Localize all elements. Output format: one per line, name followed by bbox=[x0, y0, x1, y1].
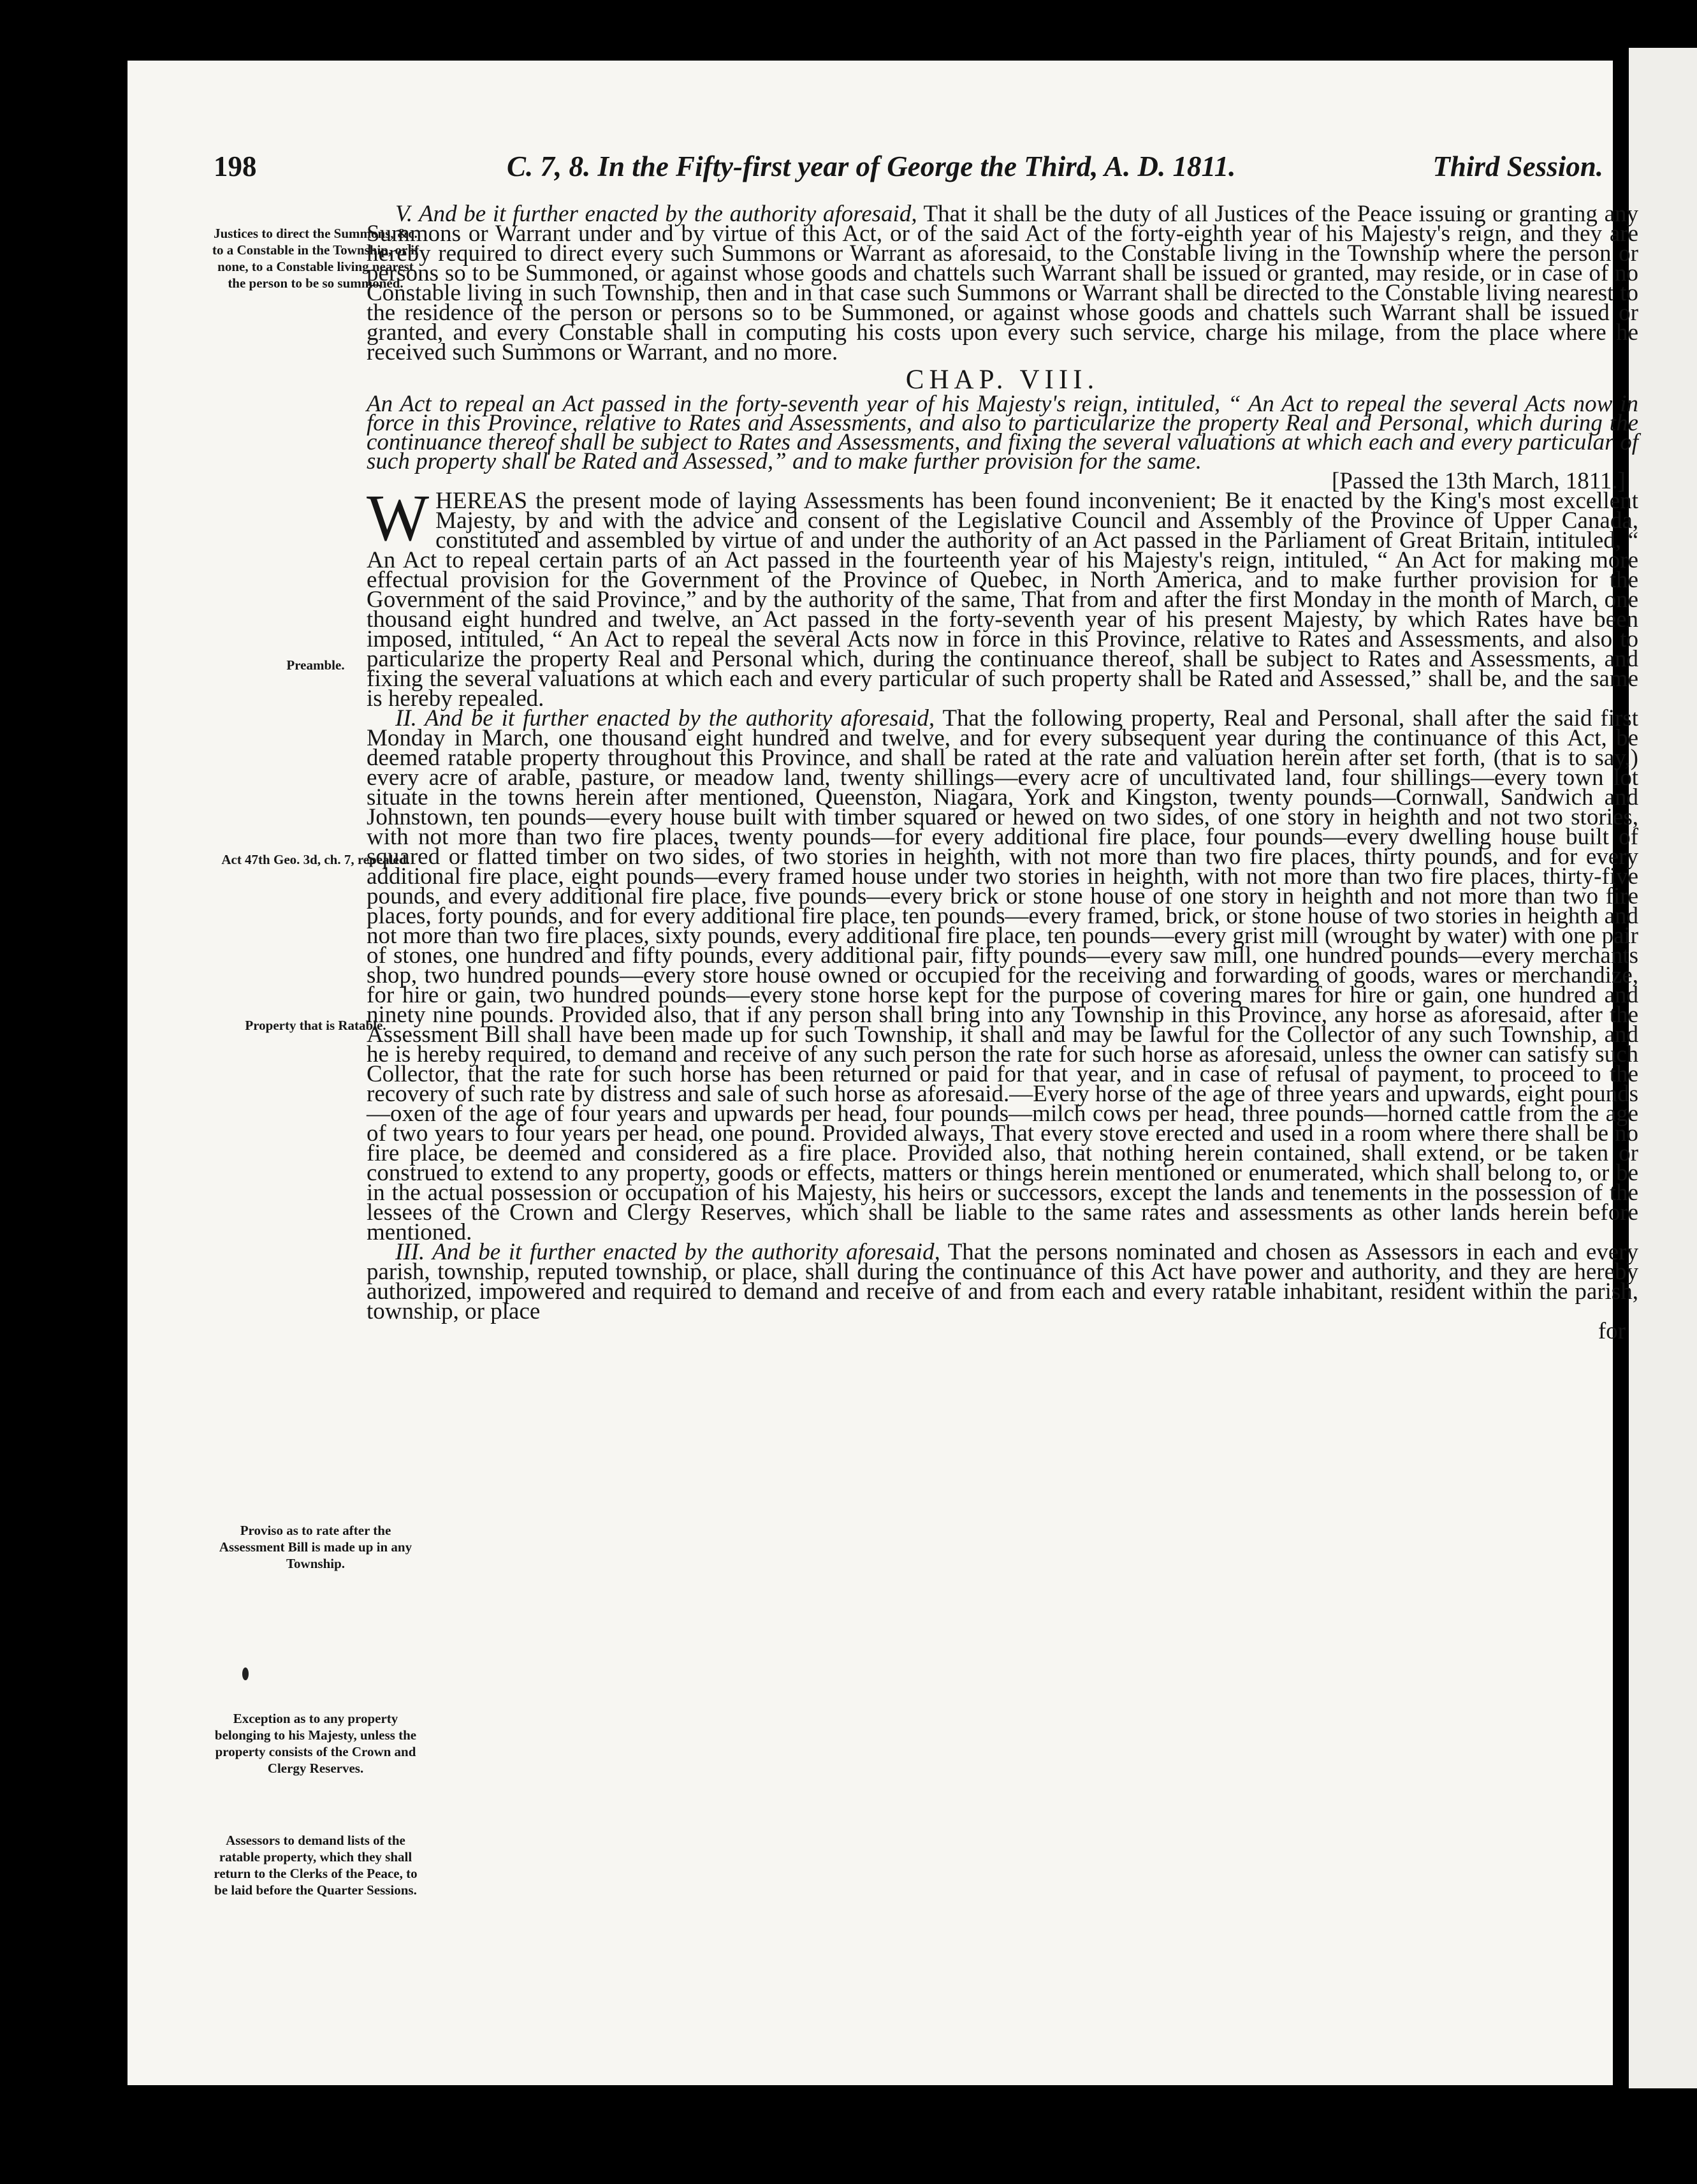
passed-date: [Passed the 13th March, 1811.] bbox=[1331, 468, 1626, 494]
preamble-text: HEREAS the present mode of laying Assessments has been found inconvenient; Be it enacted by the King's most excellent Majesty, by and with the advice and consent of the Legislative Council and Assembly of the Province of Upper Canada, constituted and assembled by virtue of and under the authority of an Act passed in the Parliament of Great Britain, intituled, “ An Act to repeal certain parts of an Act passed in the fourteenth year of his Majesty's reign, intituled, “ An Act for making more effectual provision for the Government of the Province of Quebec, in North America, and to make further provision for the Government of the said Province,” and by the authority of the same, That from and after the first Monday in the month of March, one thousand eight hundred and twelve, an Act passed in the forty-seventh year of his present Majesty, by which Rates have been imposed, intituled, “ An Act to repeal the several Acts now in force in this Province, relative to Rates and Assessments, and also to particularize the property Real and Personal which, during the continuance thereof, shall be subject to Rates and Assessments, and fixing the several valuations at which each and every particular of such property shall be Rated and Assessed,” shall be, and the same is hereby repealed. bbox=[367, 488, 1638, 712]
chapter-title: CHAP. VIII. bbox=[905, 365, 1100, 395]
margin-note-ratable: Property that is Ratable. bbox=[245, 1018, 386, 1033]
running-title: C. 7, 8. In the Fifty-first year of George the Third, A. D. 1811. bbox=[507, 150, 1236, 182]
section-ii bbox=[367, 705, 1638, 1245]
section-iii-lead: III. And be it further enacted by the authority aforesaid, bbox=[395, 1239, 940, 1265]
facing-page-edge bbox=[1629, 48, 1697, 2088]
margin-note-proviso: Proviso as to rate after the Assessment Bill is made up in any Township. bbox=[219, 1523, 412, 1571]
body-text bbox=[367, 201, 1638, 1344]
chapter-long-title: An Act to repeal an Act passed in the forty-seventh year of his Majesty's reign, intituled, “ An Act to repeal the several Acts now in force in this Province, relative to Rates and Assessments, and also to particularize the property Real and Personal, which during the continuance thereof shall be subject to Rates and Assessments, and fixing the several valuations at which each and every particular of such property shall be Rated and Assessed,” and to make further provision for the same. bbox=[367, 391, 1638, 474]
margin-note-justices: Justices to direct the Summons, &c. to a Constable in the Township, or if none, to a Constable living nearest the person to be so summoned. bbox=[212, 226, 419, 291]
section-ii-lead: II. And be it further enacted by the authority aforesaid, bbox=[395, 705, 935, 731]
drop-cap: W bbox=[367, 481, 430, 555]
page-number: 198 bbox=[214, 150, 257, 182]
margin-note-assessors: Assessors to demand lists of the ratable property, which they shall return to the Clerks of the Peace, to be laid before the Quarter Sessions. bbox=[214, 1833, 418, 1898]
section-ii-text: That the following property, Real and Personal, shall after the said first Monday in March, one thousand eight hundred and twelve, and for every subsequent year during the continuance of this Act, be deemed ratable property throughout this Province, and shall be rated at the rate and valuation herein after set forth, (that is to say,) every acre of arable, pasture, or meadow land, twenty shillings—every acre of uncultivated land, four shillings—every town lot situate in the towns herein after mentioned, Queenston, Niagara, York and Kingston, twenty pounds—Cornwall, Sandwich and Johnstown, ten pounds—every house built with timber squared or hewed on two sides, of one story in heighth and not two stories, with not more than two fire places, twenty pounds—for every additional fire place, four pounds—every dwelling house built of squared or flatted timber on two sides, of two stories in heighth, with not more than two fire places, thirty pounds, and for every additional fire place, eight pounds—every framed house under two stories in heighth, with not more than two fire places, thirty-five pounds, and every additional fire place, five pounds—every brick or stone house of one story in heighth and not more than two fire places, forty pounds, and for every additional fire place, ten pounds—every framed, brick, or stone house of two stories in heighth and not more than two fire places, sixty pounds, every additional fire place, ten pounds—every grist mill (wrought by water) with one pair of stones, one hundred and fifty pounds, every additional pair, fifty pounds—every saw mill, one hundred pounds—every merchants shop, two hundred pounds—every store house owned or occupied for the receiving and forwarding of goods, wares or merchandize, for hire or gain, two hundred pounds—every stone horse kept for the purpose of covering mares for hire or gain, one hundred and ninety nine pounds. Provided also, that if any person shall bring into any Township in this Province, any horse as aforesaid, after the Assessment Bill shall have been made up for such Township, it shall and may be lawful for the Collector of any such Township, and he is hereby required, to demand and receive of any such person the rate for such horse as aforesaid, unless the owner can satisfy such Collector, that the rate for such horse has been returned or paid for that year, and in case of refusal of payment, to proceed to the recovery of such rate by distress and sale of such horse as aforesaid.—Every horse of the age of three years and upwards, eight pounds—oxen of the age of four years and upwards per head, four pounds—milch cows per head, three pounds—horned cattle from the age of two years to four years per head, one pound. Provided always, That every stove erected and used in a room where there shall be no fire place, be deemed and considered as a fire place. Provided also, that nothing herein contained, shall extend, or be taken or construed to extend to any property, goods or effects, matters or things herein mentioned or enumerated, which shall belong to, or be in the actual possession or occupation of his Majesty, his heirs or successors, except the lands and tenements in the possession of the lessees of the Crown and Clergy Reserves, which shall be liable to the same rates and assessments as other lands herein before mentioned. bbox=[367, 705, 1638, 1245]
catchword: for bbox=[1598, 1318, 1626, 1344]
margin-note-preamble: Preamble. bbox=[286, 657, 345, 673]
margin-note-exception: Exception as to any property belonging to his Majesty, unless the property consists of the Crown and Clergy Reserves. bbox=[214, 1711, 417, 1776]
margin-note-repealed: Act 47th Geo. 3d, ch. 7, repealed. bbox=[221, 852, 410, 867]
section-iii bbox=[367, 1239, 1638, 1324]
section-v bbox=[367, 201, 1638, 365]
session-label: Third Session. bbox=[1432, 150, 1603, 182]
running-head bbox=[214, 150, 1629, 194]
document-page bbox=[127, 61, 1638, 2085]
section-v-text: That it shall be the duty of all Justices of the Peace issuing or granting any Summons or Warrant under and by virtue of this Act, or of the said Act of the forty-eighth year of his Majesty's reign, and they are hereby required to direct every such Summons or Warrant as aforesaid, to the Constable living in the Township where the person or persons so to be Summoned, or against whose goods and chattels such Warrant shall be issued or granted, may reside, or in case of no Constable living in such Township, then and in that case such Summons or Warrant shall be directed to the Constable living nearest to the residence of the person or persons so to be Summoned, or against whose goods and chattels such Warrant shall be issued or granted, and every Constable shall in computing his costs upon every such service, charge his milage, from the place where he received such Summons or Warrant, and no more. bbox=[367, 201, 1638, 365]
section-v-lead: V. And be it further enacted by the authority aforesaid, bbox=[395, 201, 917, 227]
ink-speck bbox=[242, 1667, 249, 1680]
section-iii-text: That the persons nominated and chosen as Assessors in each and every parish, township, reputed township, or place, shall during the continuance of this Act have power and authority, and they are hereby authorized, impowered and required to demand and receive of and from each and every ratable inhabitant, resident within the parish, township, or place bbox=[367, 1239, 1638, 1324]
